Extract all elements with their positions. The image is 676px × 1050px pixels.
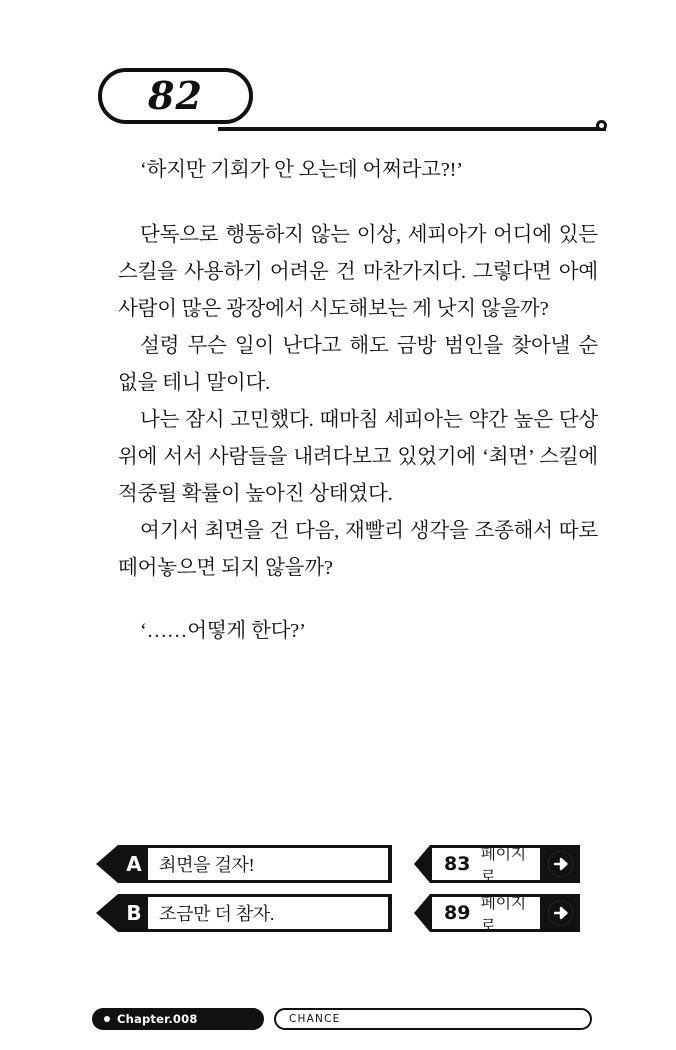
choice-b-dest-inner (432, 895, 540, 935)
page-number-header (98, 68, 618, 138)
paragraph-6: ‘……어떻게 한다?’ (140, 620, 306, 642)
right-arrow-icon (548, 901, 573, 926)
choice-b-dest-word: 페이지로 (480, 895, 526, 935)
choice-a-button[interactable] (96, 845, 392, 883)
story-body (118, 152, 598, 650)
header-end-dot-icon (596, 120, 607, 131)
paragraph-1: ‘하지만 기회가 안 오는데 어쩌라고?!’ (140, 159, 463, 181)
choice-a-destination-button[interactable] (414, 845, 580, 886)
choice-a-dest-number: 83 (444, 853, 471, 875)
choice-b-dest-number: 89 (444, 902, 471, 924)
choice-row-b (96, 894, 580, 935)
choice-b-destination-button[interactable] (414, 894, 580, 935)
choice-a-dest-word: 페이지로 (480, 846, 526, 886)
choice-row-a (96, 845, 580, 886)
choice-b-label: 조금만 더 참자. (148, 897, 388, 929)
paragraph-5: 여기서 최면을 건 다음, 재빨리 생각을 조종해서 따로 떼어놓으면 되지 않을까? (118, 520, 598, 579)
page-number-text: 82 (148, 73, 203, 118)
bullet-icon (104, 1016, 110, 1022)
page-footer (92, 1008, 592, 1030)
choice-b-button[interactable] (96, 894, 392, 932)
choice-a-dest-inner (432, 846, 540, 886)
header-rule (218, 127, 606, 131)
chapter-tag-badge (274, 1008, 592, 1030)
paragraph-2: 단독으로 행동하지 않는 이상, 세피아가 어디에 있든 스킬을 사용하기 어려운 건 마찬가지다. 그렇다면 아예 사람이 많은 광장에서 시도해보는 게 낫지 않을까? (118, 224, 598, 320)
page-number-badge (98, 68, 253, 124)
choice-list (96, 845, 580, 943)
chapter-badge (92, 1008, 264, 1030)
paragraph-3: 설령 무슨 일이 난다고 해도 금방 범인을 찾아낼 순 없을 테니 말이다. (118, 335, 598, 394)
paragraph-spacer-2 (118, 587, 598, 613)
right-arrow-icon (548, 852, 573, 877)
paragraph-4: 나는 잠시 고민했다. 때마침 세피아는 약간 높은 단상 위에 서서 사람들을 내려다보고 있었기에 ‘최면’ 스킬에 적중될 확률이 높아진 상태였다. (118, 409, 598, 505)
chapter-tag-label: CHANCE (289, 1013, 341, 1025)
choice-a-label: 최면을 걸자! (148, 848, 388, 880)
choice-b-letter: B (126, 901, 142, 925)
chapter-label: Chapter.008 (117, 1012, 198, 1026)
choice-a-letter: A (126, 852, 142, 876)
paragraph-spacer (118, 189, 598, 217)
